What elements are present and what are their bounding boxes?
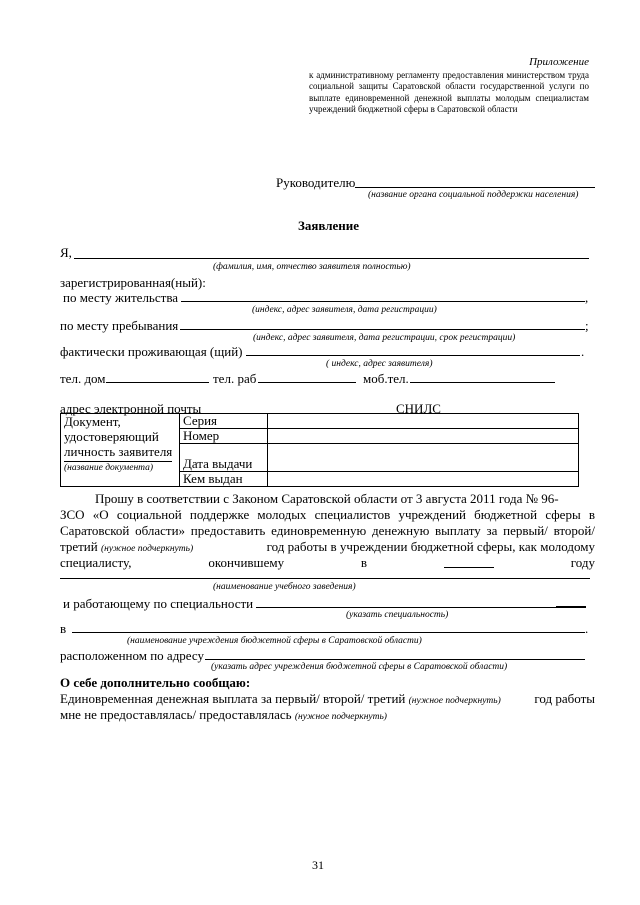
fullname-line[interactable] <box>74 258 589 259</box>
actual-label: фактически проживающая (щий) <box>60 344 243 359</box>
institution-hint: (наименование учреждения бюджетной сферы в Саратовской области) <box>127 636 422 646</box>
stay-line[interactable] <box>180 329 585 330</box>
series-value[interactable] <box>268 414 579 429</box>
ya-label: Я, <box>60 245 72 260</box>
school-line[interactable] <box>60 578 590 579</box>
appendix-text: к административному регламенту предоставления министерством труда социальной защиты Саратовской области государственной услуги по выплате единовременной денежной выплаты молодым специалистам учреждений бюджетной сферы в Саратовской области <box>309 70 589 114</box>
appendix-block <box>309 56 589 115</box>
specialty-hint: (указать специальность) <box>346 610 449 620</box>
issue-date-value[interactable] <box>268 444 579 472</box>
registered-label: зарегистрированная(ный): <box>60 275 206 290</box>
series-label: Серия <box>180 414 268 429</box>
phone-home-label: тел. дом <box>60 371 106 386</box>
address-line[interactable] <box>205 659 585 660</box>
actual-hint: ( индекс, адрес заявителя) <box>326 359 433 369</box>
graduation-year-line[interactable] <box>444 555 494 568</box>
addressee-hint: (название органа социальной поддержки населения) <box>368 190 579 200</box>
about-text-2: мне не предоставлялась/ предоставлялась <box>60 707 292 722</box>
phone-home-line[interactable] <box>106 382 209 383</box>
phone-work-label: тел. раб <box>213 371 257 386</box>
number-value[interactable] <box>268 429 579 444</box>
email-label: адрес электронной почты <box>60 401 202 416</box>
located-label: расположенном по адресу <box>60 648 204 663</box>
stay-hint: (индекс, адрес заявителя, дата регистрации, срок регистрации) <box>253 333 516 343</box>
fullname-hint: (фамилия, имя, отчество заявителя полностью) <box>213 262 411 272</box>
phone-mobile-label: моб.тел. <box>363 371 409 386</box>
phone-mobile-line[interactable] <box>410 382 555 383</box>
request-third: третий <box>60 539 98 554</box>
about-text-1b: год работы <box>534 691 595 706</box>
id-document-line[interactable] <box>64 461 172 462</box>
issue-date-label: Дата выдачи <box>180 444 268 472</box>
request-line-4-text: год работы в учреждении бюджетной сферы, как молодому <box>266 539 595 554</box>
issued-by-label: Кем выдан <box>180 472 268 487</box>
request-year: году <box>570 555 595 570</box>
about-hint-2: (нужное подчеркнуть) <box>294 712 387 722</box>
school-hint: (наименование учебного заведения) <box>213 582 356 592</box>
request-in: в <box>360 555 368 570</box>
working-label: и работающему по специальности <box>63 596 254 611</box>
in-label: в <box>60 621 67 636</box>
number-label: Номер <box>180 429 268 444</box>
id-document-table <box>60 413 579 487</box>
about-text-1: Единовременная денежная выплата за первый/ второй/ третий <box>60 691 406 706</box>
actual-line[interactable] <box>246 355 580 356</box>
institution-dot: . <box>585 621 589 636</box>
stay-label: по месту пребывания <box>60 318 179 333</box>
residence-line[interactable] <box>181 301 585 302</box>
phone-work-line[interactable] <box>258 382 356 383</box>
request-line-4 <box>60 539 595 555</box>
request-graduated: окончившему <box>208 555 285 570</box>
institution-line[interactable] <box>72 632 585 633</box>
page-number: 31 <box>312 858 324 872</box>
residence-comma: , <box>585 290 589 305</box>
addressee-label: Руководителю <box>276 175 356 190</box>
id-document-hint: (название документа) <box>64 463 154 473</box>
about-line-1 <box>60 691 595 707</box>
actual-dot: . <box>581 344 585 359</box>
id-document-label: Документ, удостоверяющий личность заявителя <box>64 414 173 459</box>
specialty-line-end <box>556 606 586 608</box>
request-specialist: специалисту, <box>60 555 132 570</box>
request-line-3: Саратовской области» предоставить единовременную денежную выплату за первый/ второй/ <box>60 523 595 538</box>
specialty-line[interactable] <box>256 607 556 608</box>
issued-by-value[interactable] <box>268 472 579 487</box>
request-underline-hint: (нужное подчеркнуть) <box>100 544 194 554</box>
address-hint: (указать адрес учреждения бюджетной сферы в Саратовской области) <box>211 662 508 672</box>
page-title: Заявление <box>298 218 360 233</box>
about-hint-1: (нужное подчеркнуть) <box>408 696 501 706</box>
id-document-cell <box>61 414 180 487</box>
request-line-1: Прошу в соответствии с Законом Саратовской области от 3 августа 2011 года № 96- <box>95 491 559 506</box>
about-heading: О себе дополнительно сообщаю: <box>60 675 251 690</box>
snils-label: СНИЛС <box>396 401 441 416</box>
request-line-2: ЗСО «О социальной поддержке молодых специалистов учреждений бюджетной сферы в <box>60 507 595 522</box>
about-line-2 <box>60 707 387 723</box>
addressee-line[interactable] <box>355 187 595 188</box>
stay-semicolon: ; <box>585 318 589 333</box>
request-line-5 <box>60 555 595 570</box>
appendix-title: Приложение <box>529 56 589 68</box>
residence-hint: (индекс, адрес заявителя, дата регистрации) <box>252 305 437 315</box>
residence-label: по месту жительства <box>63 290 179 305</box>
